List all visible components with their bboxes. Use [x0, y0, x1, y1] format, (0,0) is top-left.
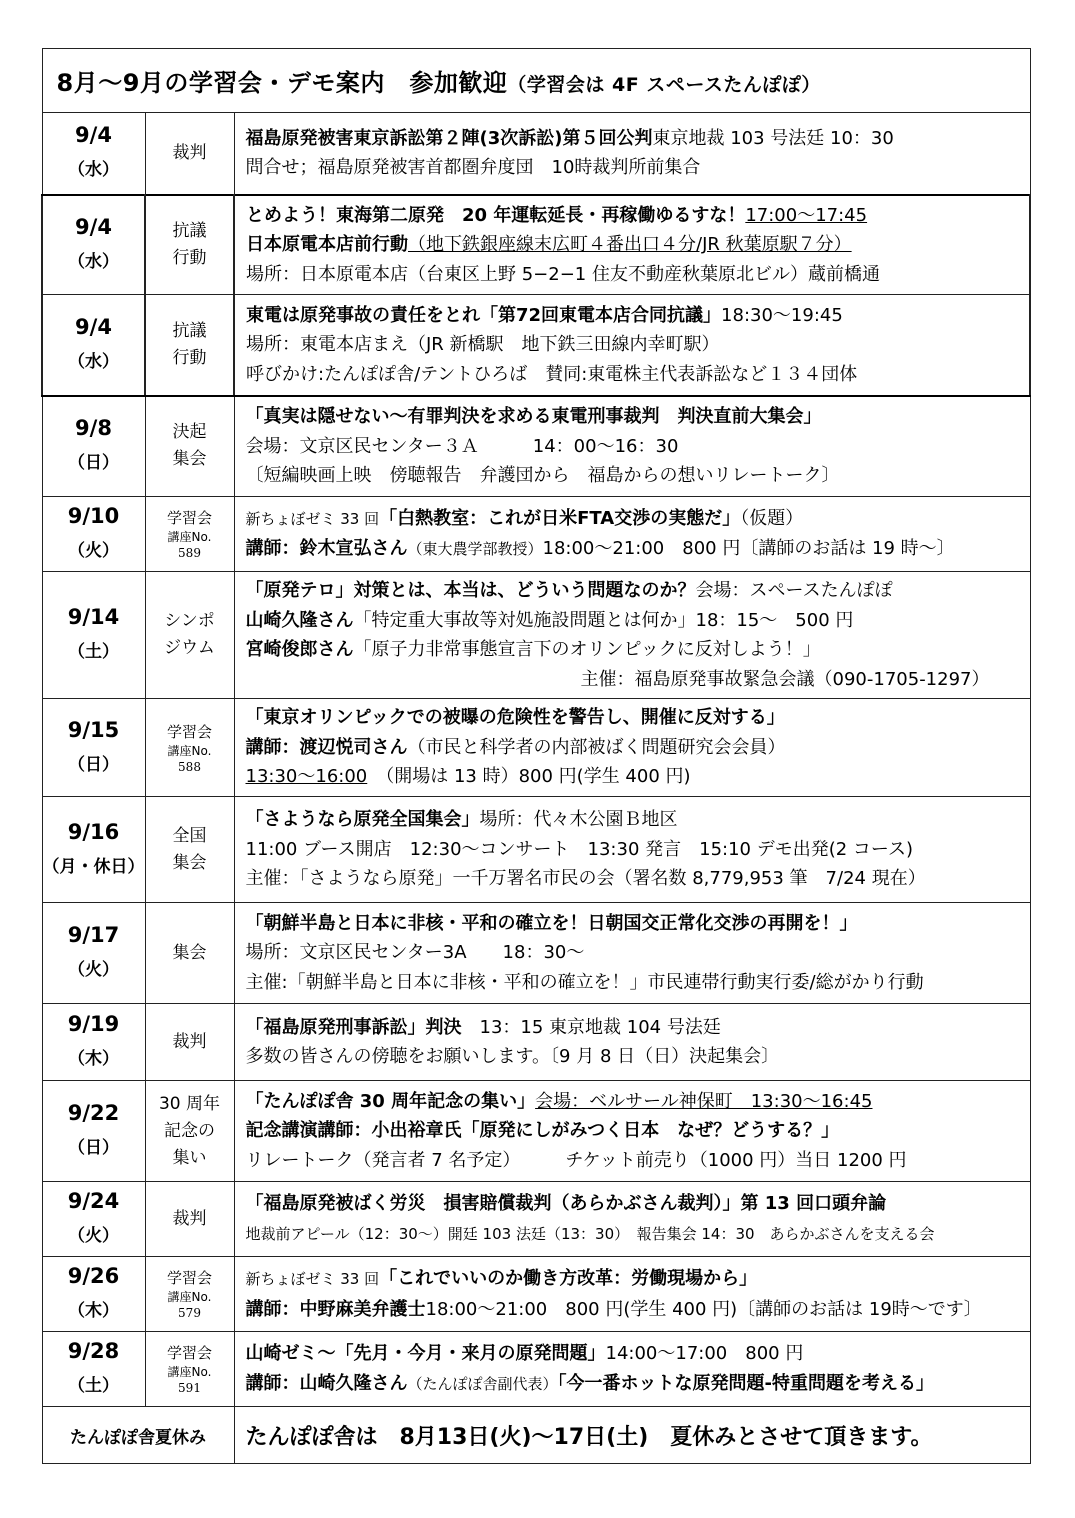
detail-text: 場所：文京区民センター3A 18：30～	[245, 942, 585, 964]
event-date: 9/16	[67, 819, 120, 844]
detail-text: 宮崎俊郎さん	[245, 639, 354, 660]
event-date-cell	[42, 1257, 145, 1332]
event-date: 9/4	[75, 314, 112, 339]
lecture-number: 589	[178, 546, 201, 560]
event-details	[234, 1182, 1030, 1257]
event-detail-line	[246, 124, 1030, 154]
event-details	[234, 797, 1030, 903]
detail-text: 山崎ゼミ～「先月・今月・来月の原発問題」	[245, 1343, 606, 1364]
event-weekday: （日）	[68, 1138, 119, 1158]
event-date: 9/22	[67, 1101, 120, 1125]
detail-text: 「たんぽぽ舎 30 周年記念の集い」	[245, 1090, 536, 1112]
event-details	[234, 195, 1030, 295]
detail-text: 「特定重大事故等対処施設問題とは何か」18：15～ 500 円	[353, 609, 854, 631]
event-date: 9/8	[75, 416, 112, 441]
event-detail-line	[246, 504, 1030, 535]
event-detail-line	[246, 432, 1030, 462]
event-date-cell	[42, 699, 145, 797]
event-type-label: 記念の	[164, 1120, 215, 1141]
event-row	[42, 903, 1030, 1004]
event-type-cell	[145, 1081, 234, 1182]
lecture-label: 講座No.	[167, 1365, 212, 1379]
event-type-cell	[145, 295, 234, 396]
event-date: 9/4	[75, 214, 112, 239]
event-weekday: （水）	[68, 351, 119, 372]
event-type-cell	[145, 497, 234, 572]
detail-text: 「朝鮮半島と日本に非核・平和の確立を！日朝国交正常化交渉の再開を！」	[245, 912, 858, 934]
event-date-cell	[42, 396, 145, 497]
event-weekday: （木）	[68, 1049, 119, 1069]
event-type-cell	[145, 903, 234, 1004]
event-type-label: 集会	[172, 449, 207, 470]
event-detail-line	[246, 1264, 1030, 1295]
event-date: 9/17	[67, 923, 120, 947]
event-date: 9/28	[67, 1339, 120, 1363]
detail-text: 講師：渡辺悦司さん	[245, 736, 408, 758]
lecture-label: 講座No.	[167, 530, 212, 544]
event-row	[42, 797, 1030, 903]
event-type-cell	[145, 1332, 234, 1407]
event-detail-line	[246, 1146, 1030, 1176]
detail-text: 〔短編映画上映 傍聴報告 弁護団から 福島からの想いリレートーク〕	[245, 465, 840, 486]
event-row	[42, 295, 1030, 396]
detail-text: 「東京オリンピックでの被曝の危険性を警告し、開催に反対する」	[245, 707, 785, 729]
event-row	[42, 572, 1030, 699]
detail-text: 「原発テロ」対策とは、本当は、どういう問題なのか？	[245, 580, 696, 601]
event-weekday: （土）	[68, 1376, 119, 1396]
event-type-label: 抗議	[172, 220, 207, 241]
event-detail-line	[246, 153, 1030, 183]
event-date-cell	[42, 1182, 145, 1257]
event-detail-line	[246, 938, 1030, 968]
detail-text: 東電は原発事故の責任をとれ「第72回東電本店合同抗議」	[246, 304, 722, 326]
event-type-label: 学習会	[166, 1344, 212, 1362]
event-row	[42, 1257, 1030, 1332]
event-type-label: シンポ	[164, 611, 215, 631]
detail-text: 会場：ベルサール神保町 13:30～16:45	[535, 1090, 873, 1112]
event-weekday: （日）	[68, 754, 119, 775]
event-detail-line	[246, 330, 1029, 360]
event-details	[234, 699, 1030, 797]
event-type-label: 裁判	[172, 142, 207, 163]
event-date-cell	[42, 797, 145, 903]
event-type-cell	[145, 797, 234, 903]
detail-text: （仮題）	[740, 507, 804, 529]
detail-text: 18:00～21:00 800 円(学生 400 円)〔講師のお話は 19時～です〕	[425, 1298, 982, 1320]
title-subtitle: （学習会は 4F スペースたんぽぽ）	[507, 74, 821, 96]
detail-text: 場所：東電本店まえ（JR 新橋駅 地下鉄三田線内幸町駅）	[246, 334, 720, 355]
event-detail-line	[246, 402, 1030, 432]
holiday-label: たんぽぽ舎夏休み	[42, 1407, 234, 1464]
detail-text: 11:00 ブース開店 12:30～コンサート 13:30 発言 15:10 デモ出発(2 コース)	[245, 838, 914, 860]
title-row	[42, 49, 1030, 113]
detail-text: 主催：「さようなら原発」一千万署名市民の会（署名数 8,779,953 筆 7/24 現在）	[245, 868, 926, 890]
event-detail-line	[246, 665, 1030, 695]
detail-text: 講師：中野麻美弁護士	[245, 1298, 426, 1320]
detail-text: 場所：日本原電本店（台東区上野 5−2−1 住友不動産秋葉原北ビル）蔵前橋通	[246, 263, 880, 285]
lecture-number: 579	[178, 1306, 201, 1320]
event-row	[42, 396, 1030, 497]
lecture-number: 591	[178, 1381, 201, 1395]
event-date: 9/26	[67, 1264, 120, 1288]
event-detail-line	[246, 360, 1029, 390]
detail-text: 講師：鈴木宣弘さん	[245, 538, 408, 559]
detail-text: 主催:「朝鮮半島と日本に非核・平和の確立を！」市民連帯行動実行委/総がかり行動	[245, 971, 924, 993]
event-detail-line	[246, 968, 1030, 998]
event-date: 9/19	[67, 1012, 120, 1036]
event-row	[42, 195, 1030, 295]
event-type-label: 抗議	[172, 320, 207, 341]
event-type-cell	[145, 1182, 234, 1257]
detail-text: 17:00～17:45	[745, 204, 868, 226]
detail-text: （市民と科学者の内部被ばく問題研究会会員）	[407, 736, 786, 758]
event-details	[234, 295, 1030, 396]
lecture-number: 588	[178, 759, 201, 774]
detail-text: 記念講演講師：小出裕章氏「原発にしがみつく日本 なぜ？どうする？」	[245, 1120, 840, 1142]
event-row	[42, 1004, 1030, 1081]
event-detail-line	[246, 1295, 1030, 1325]
event-details	[234, 1332, 1030, 1407]
event-detail-line	[246, 835, 1030, 865]
event-type-cell	[145, 572, 234, 699]
event-detail-line	[246, 805, 1030, 835]
event-detail-line	[246, 733, 1030, 763]
page-title	[42, 49, 1030, 113]
event-date: 9/10	[67, 504, 120, 528]
detail-text: 新ちょぼゼミ 33 回	[245, 509, 380, 528]
event-date-cell	[42, 195, 145, 295]
event-type-cell	[145, 699, 234, 797]
event-weekday: （水）	[68, 251, 119, 272]
detail-text: 講師：山崎久隆さん	[245, 1372, 408, 1394]
event-details	[234, 1257, 1030, 1332]
detail-text: リレートーク（発言者 7 名予定） チケット前売り（1000 円）当日 1200 円	[245, 1149, 907, 1171]
event-detail-line	[246, 703, 1030, 733]
event-detail-line	[246, 1013, 1030, 1043]
event-row	[42, 497, 1030, 572]
event-date-cell	[42, 1004, 145, 1081]
event-detail-line	[246, 301, 1029, 331]
event-detail-line	[246, 1219, 1030, 1250]
holiday-notice: たんぽぽ舎は 8月13日(火)～17日(土) 夏休みとさせて頂きます。	[234, 1407, 1030, 1464]
event-type-cell	[145, 1257, 234, 1332]
detail-text: （地下鉄銀座線末広町４番出口４分/JR 秋葉原駅７分）	[408, 234, 852, 255]
detail-text: 山崎久隆さん	[245, 609, 354, 631]
event-row	[42, 1332, 1030, 1407]
detail-text: 地裁前アピール（12：30～）開廷 103 法廷（13：30） 報告集会 14：30 あらかぶさんを支える会	[245, 1224, 935, 1243]
event-type-label: 30 周年	[158, 1093, 221, 1114]
event-type-label: 学習会	[166, 722, 212, 741]
event-type-label: 集会	[172, 852, 207, 873]
detail-text: 場所：代々木公園Ｂ地区	[479, 809, 678, 831]
lecture-label: 講座No.	[167, 743, 212, 758]
detail-text: （東大農学部教授）	[407, 540, 543, 558]
event-type-label: 裁判	[172, 1208, 207, 1229]
detail-text: 「福島原発刑事訴訟」判決	[245, 1016, 462, 1038]
event-weekday: （土）	[68, 642, 119, 662]
holiday-row	[42, 1407, 1030, 1464]
event-detail-line	[246, 1116, 1030, 1146]
event-date: 9/24	[67, 1189, 120, 1213]
event-type-label: ジウム	[164, 638, 215, 658]
detail-text: 多数の皆さんの傍聴をお願いします。〔9 月 8 日（日）決起集会〕	[245, 1046, 780, 1067]
detail-text: 「白熱教室：これが日米FTA交渉の実態だ」	[379, 507, 741, 529]
detail-text: （たんぽぽ舎副代表）	[407, 1374, 558, 1393]
detail-text: 「原子力非常事態宣言下のオリンピックに反対しよう！」	[353, 639, 821, 660]
event-weekday: （火）	[68, 1226, 119, 1246]
detail-text: 13:30～16:00	[245, 766, 368, 788]
event-details	[234, 572, 1030, 699]
event-weekday: （火）	[68, 960, 119, 980]
event-detail-line	[246, 260, 1029, 290]
event-row	[42, 1081, 1030, 1182]
schedule-table	[41, 48, 1031, 1464]
event-row	[42, 1182, 1030, 1257]
event-type-cell	[145, 1004, 234, 1081]
detail-text: 14:00～17:00 800 円	[605, 1343, 804, 1364]
event-details	[234, 1004, 1030, 1081]
event-details	[234, 396, 1030, 497]
event-detail-line	[246, 606, 1030, 636]
event-type-cell	[145, 396, 234, 497]
event-date-cell	[42, 903, 145, 1004]
event-detail-line	[246, 461, 1030, 491]
event-detail-line	[246, 576, 1030, 606]
detail-text: 呼びかけ:たんぽぽ舎/テントひろば 賛同:東電株主代表訴訟など１３４団体	[246, 363, 858, 385]
event-weekday: （月・休日）	[42, 856, 145, 877]
event-date: 9/15	[67, 717, 120, 742]
event-weekday: （水）	[68, 160, 119, 181]
event-date-cell	[42, 113, 145, 195]
event-detail-line	[246, 1369, 1030, 1400]
detail-text: 東京地裁 103 号法廷 10：30	[652, 127, 894, 149]
detail-text: 主催：福島原発事故緊急会議（090-1705-1297）	[580, 668, 990, 690]
event-type-label: 行動	[172, 247, 207, 268]
event-detail-line	[246, 1189, 1030, 1219]
detail-text: 18:30～19:45	[721, 304, 843, 326]
detail-text: 新ちょぼゼミ 33 回	[245, 1270, 380, 1288]
event-date-cell	[42, 1332, 145, 1407]
event-row	[42, 699, 1030, 797]
lecture-label: 講座No.	[167, 1290, 212, 1304]
detail-text: 会場：スペースたんぽぽ	[695, 580, 893, 601]
event-date-cell	[42, 572, 145, 699]
detail-text: とめよう！東海第二原発 20 年運転延長・再稼働ゆるすな！	[246, 204, 746, 226]
detail-text: 日本原電本店前行動	[246, 234, 408, 255]
event-detail-line	[246, 230, 1029, 260]
detail-text: （開場は 13 時）800 円(学生 400 円)	[367, 766, 691, 788]
event-row	[42, 113, 1030, 195]
detail-text: 「福島原発被ばく労災 損害賠償裁判（あらかぶさん裁判）」第 13 回口頭弁論	[245, 1193, 887, 1214]
detail-text: 18:00～21:00 800 円〔講師のお話は 19 時～〕	[542, 538, 955, 559]
title-main: 8月～9月の学習会・デモ案内 参加歓迎	[56, 69, 508, 97]
event-type-label: 集い	[172, 1147, 207, 1168]
event-type-label: 全国	[172, 825, 207, 846]
event-type-cell	[145, 113, 234, 195]
event-detail-line	[246, 762, 1030, 792]
event-details	[234, 903, 1030, 1004]
event-type-label: 決起	[172, 422, 207, 443]
event-detail-line	[246, 909, 1030, 939]
event-detail-line	[246, 1339, 1030, 1369]
event-type-label: 集会	[172, 942, 207, 963]
detail-text: 「真実は隠せない～有罪判決を求める東電刑事裁判 判決直前大集会」	[245, 406, 822, 427]
event-type-label: 裁判	[172, 1031, 207, 1052]
event-type-cell	[145, 195, 234, 295]
event-date-cell	[42, 1081, 145, 1182]
detail-text: 「今一番ホットな原発問題-特重問題を考える」	[557, 1372, 934, 1394]
schedule-sheet	[41, 48, 1031, 1464]
event-details	[234, 1081, 1030, 1182]
event-weekday: （木）	[68, 1301, 119, 1321]
detail-text: 「さようなら原発全国集会」	[245, 809, 480, 831]
event-detail-line	[246, 201, 1029, 231]
detail-text: 「これでいいのか働き方改革：労働現場から」	[379, 1268, 758, 1289]
event-type-label: 学習会	[166, 1269, 212, 1287]
event-date-cell	[42, 295, 145, 396]
event-detail-line	[246, 864, 1030, 894]
detail-text: 会場：文京区民センター３Ａ 14：00～16：30	[245, 435, 679, 457]
event-weekday: （火）	[68, 541, 119, 561]
detail-text: 13：15 東京地裁 104 号法廷	[461, 1016, 721, 1038]
event-detail-line	[246, 1042, 1030, 1072]
event-detail-line	[246, 534, 1030, 565]
detail-text: 福島原発被害東京訴訟第２陣(3次訴訟)第５回公判	[245, 127, 653, 149]
event-date: 9/4	[75, 123, 112, 148]
event-type-label: 学習会	[166, 509, 212, 527]
event-detail-line	[246, 1087, 1030, 1117]
event-type-label: 行動	[172, 347, 207, 368]
event-details	[234, 113, 1030, 195]
event-date: 9/14	[67, 605, 120, 629]
event-weekday: （日）	[68, 453, 119, 474]
detail-text: 問合せ；福島原発被害首都圏弁度団 10時裁判所前集合	[245, 157, 701, 179]
event-date-cell	[42, 497, 145, 572]
event-detail-line	[246, 635, 1030, 665]
event-details	[234, 497, 1030, 572]
